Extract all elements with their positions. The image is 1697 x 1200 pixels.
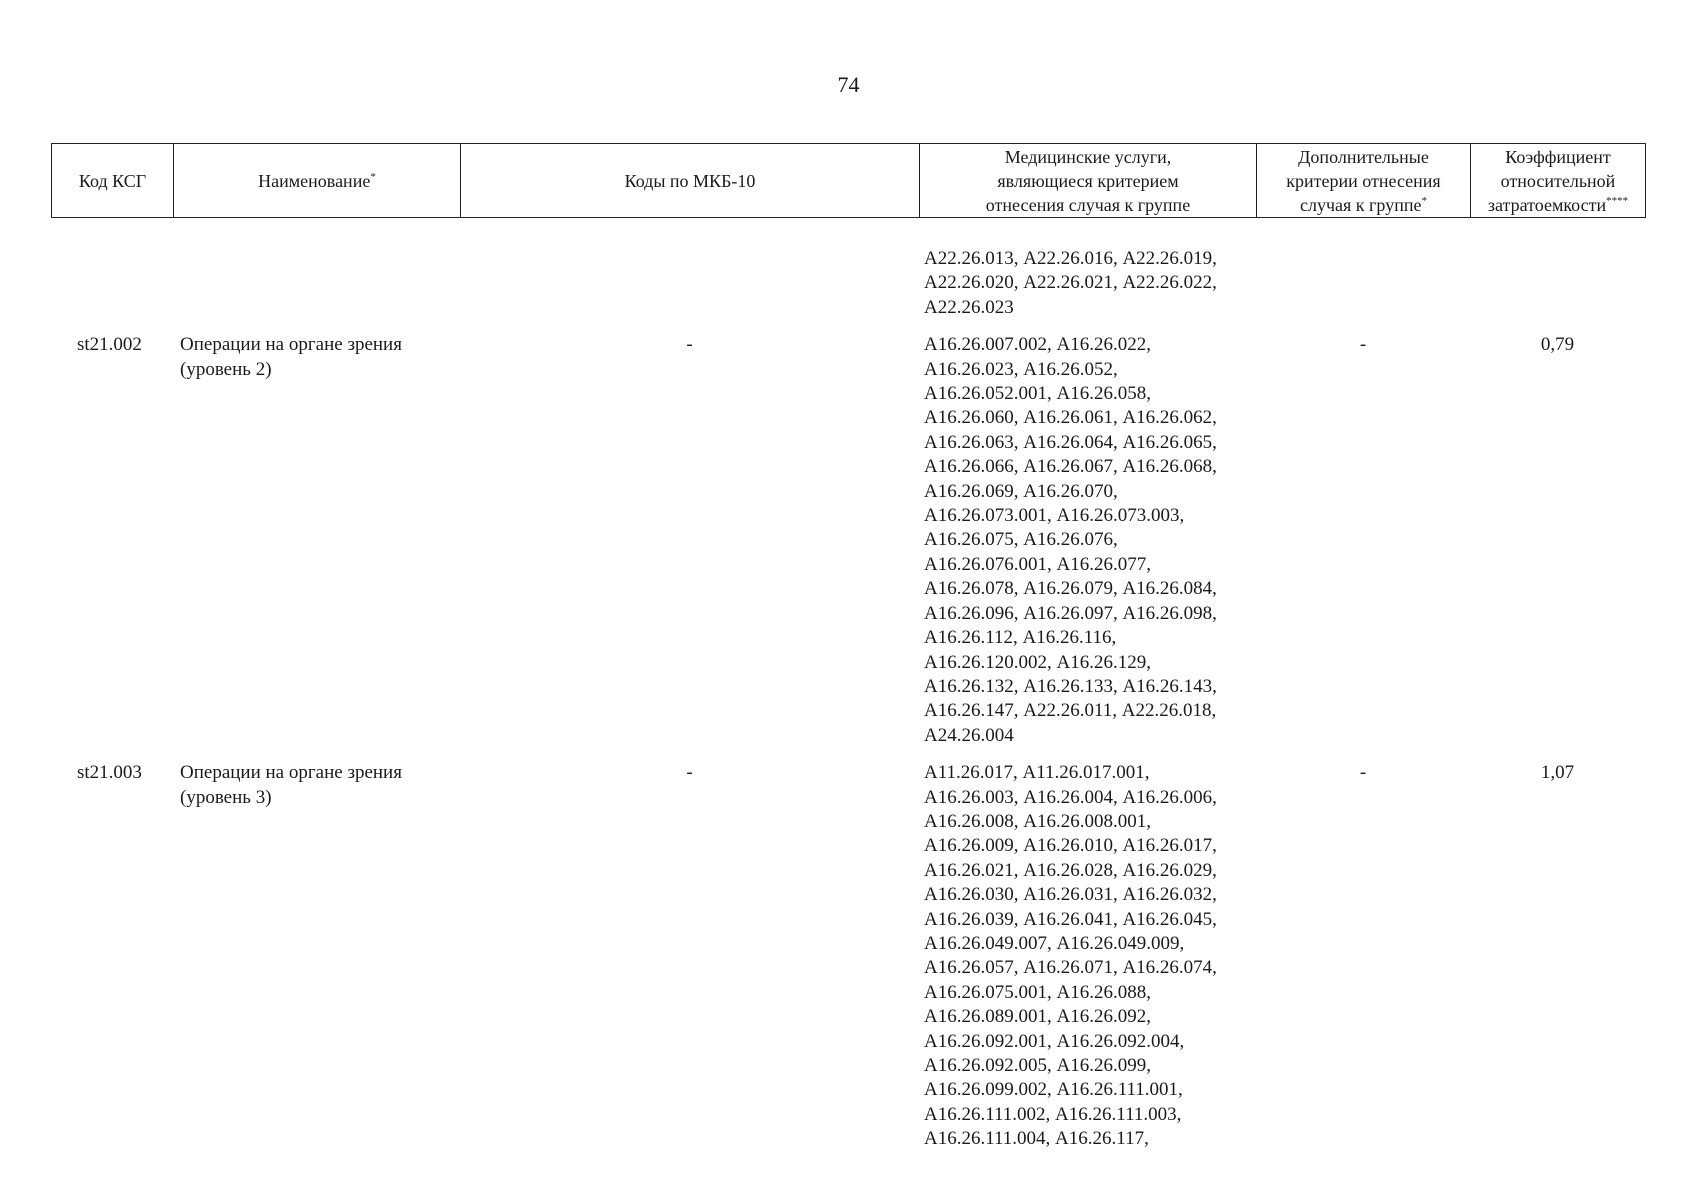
service-code-line: А16.26.075, А16.26.076, xyxy=(924,529,1118,551)
service-code-line: А16.26.009, А16.26.010, А16.26.017, xyxy=(924,835,1217,857)
service-code-line: А16.26.096, А16.26.097, А16.26.098, xyxy=(924,602,1217,624)
header-services-line: являющиеся критерием xyxy=(997,170,1179,191)
service-code-line: А16.26.078, А16.26.079, А16.26.084, xyxy=(924,578,1217,600)
header-additional-mark: * xyxy=(1421,194,1427,207)
service-code-line: А16.26.089.001, А16.26.092, xyxy=(924,1006,1151,1028)
service-code-line: А16.26.060, А16.26.061, А16.26.062, xyxy=(924,407,1217,429)
cost-coefficient: 1,07 xyxy=(1540,762,1575,784)
medical-services xyxy=(919,761,1256,1152)
service-code-line: А16.26.076.001, А16.26.077, xyxy=(924,553,1151,575)
cost-coefficient: 0,79 xyxy=(1540,334,1575,356)
table-row xyxy=(51,247,1645,320)
page-number: 74 xyxy=(837,72,860,97)
service-code-line: А16.26.021, А16.26.028, А16.26.029, xyxy=(924,859,1217,881)
mkb-codes: - xyxy=(686,762,693,784)
header-additional-line: Дополнительные xyxy=(1298,146,1429,167)
ksg-code: st21.003 xyxy=(77,762,142,784)
service-code-line: А16.26.112, А16.26.116, xyxy=(924,627,1117,649)
service-code-line: А16.26.008, А16.26.008.001, xyxy=(924,810,1151,832)
additional-criteria xyxy=(1256,247,1470,320)
table-body xyxy=(51,247,1645,1165)
service-code-line: А16.26.039, А16.26.041, А16.26.045, xyxy=(924,908,1217,930)
header-additional-line xyxy=(1261,193,1466,217)
service-code-line: А16.26.007.002, А16.26.022, xyxy=(924,334,1151,356)
header-name-label: Наименование xyxy=(258,170,371,191)
cost-coefficient xyxy=(1470,247,1645,320)
service-code-line: А16.26.030, А16.26.031, А16.26.032, xyxy=(924,884,1217,906)
service-code-line: А16.26.147, А22.26.011, А22.26.018, xyxy=(924,700,1217,722)
ksg-name-line: (уровень 2) xyxy=(180,358,272,380)
service-code-line: А16.26.111.004, А16.26.117, xyxy=(924,1128,1149,1150)
header-code-label: Код КСГ xyxy=(78,170,147,191)
service-code-line: А24.26.004 xyxy=(924,724,1014,746)
header-coef-line xyxy=(1475,193,1641,217)
ksg-name xyxy=(173,761,460,1152)
header-mkb-label: Коды по МКБ-10 xyxy=(624,170,756,191)
header-coef-mark: **** xyxy=(1606,194,1629,207)
header-services-line: Медицинские услуги, xyxy=(1004,146,1172,167)
service-code-line: А22.26.013, А22.26.016, А22.26.019, xyxy=(924,248,1217,269)
service-code-line: А16.26.066, А16.26.067, А16.26.068, xyxy=(924,456,1217,478)
mkb-codes: - xyxy=(686,334,693,356)
ksg-name xyxy=(173,247,460,320)
service-code-line: А16.26.111.002, А16.26.111.003, xyxy=(924,1103,1182,1125)
header-mkb xyxy=(461,144,920,218)
header-additional xyxy=(1257,144,1471,218)
service-code-line: А16.26.057, А16.26.071, А16.26.074, xyxy=(924,957,1217,979)
service-code-line: А16.26.099.002, А16.26.111.001, xyxy=(924,1079,1183,1101)
service-code-line: А16.26.120.002, А16.26.129, xyxy=(924,651,1151,673)
service-code-line: А11.26.017, А11.26.017.001, xyxy=(924,762,1150,784)
service-code-line: А16.26.052.001, А16.26.058, xyxy=(924,383,1151,405)
service-code-line: А16.26.049.007, А16.26.049.009, xyxy=(924,932,1185,954)
header-coefficient xyxy=(1471,144,1646,218)
service-code-line: А16.26.063, А16.26.064, А16.26.065, xyxy=(924,431,1217,453)
medical-services xyxy=(919,247,1256,320)
ksg-name-line: Операции на органе зрения xyxy=(180,334,402,356)
header-additional-line: критерии отнесения xyxy=(1286,170,1441,191)
service-code-line: А16.26.092.001, А16.26.092.004, xyxy=(924,1030,1185,1052)
additional-criteria: - xyxy=(1359,762,1367,784)
header-services-line: отнесения случая к группе xyxy=(985,194,1191,215)
header-coef-line3: затратоемкости xyxy=(1487,194,1607,215)
service-code-line: А16.26.073.001, А16.26.073.003, xyxy=(924,505,1185,527)
additional-criteria: - xyxy=(1359,334,1367,356)
ksg-code xyxy=(51,247,173,320)
ksg-name xyxy=(173,333,460,748)
header-name xyxy=(174,144,461,218)
header-code xyxy=(52,144,174,218)
header-coef-line: Коэффициент xyxy=(1505,146,1611,167)
header-coef-line: относительной xyxy=(1500,170,1616,191)
ksg-code: st21.002 xyxy=(77,334,142,356)
service-code-line: А16.26.092.005, А16.26.099, xyxy=(924,1055,1151,1076)
service-code-line: А22.26.023 xyxy=(924,296,1014,318)
service-code-line: А22.26.020, А22.26.021, А22.26.022, xyxy=(924,272,1217,294)
medical-services xyxy=(919,333,1256,748)
ksg-name-line: Операции на органе зрения xyxy=(180,762,402,784)
table-row xyxy=(51,761,1645,1152)
service-code-line: А16.26.023, А16.26.052, xyxy=(924,358,1118,380)
service-code-line: А16.26.132, А16.26.133, А16.26.143, xyxy=(924,675,1217,697)
table-header xyxy=(51,143,1646,218)
service-code-line: А16.26.069, А16.26.070, xyxy=(924,480,1118,502)
ksg-name-line: (уровень 3) xyxy=(180,786,272,808)
service-code-line: А16.26.003, А16.26.004, А16.26.006, xyxy=(924,786,1217,808)
header-additional-line3: случая к группе xyxy=(1300,194,1422,215)
mkb-codes xyxy=(460,247,919,320)
header-name-mark: * xyxy=(370,170,376,183)
header-services xyxy=(920,144,1257,218)
table-row xyxy=(51,333,1645,748)
service-code-line: А16.26.075.001, А16.26.088, xyxy=(924,981,1151,1003)
